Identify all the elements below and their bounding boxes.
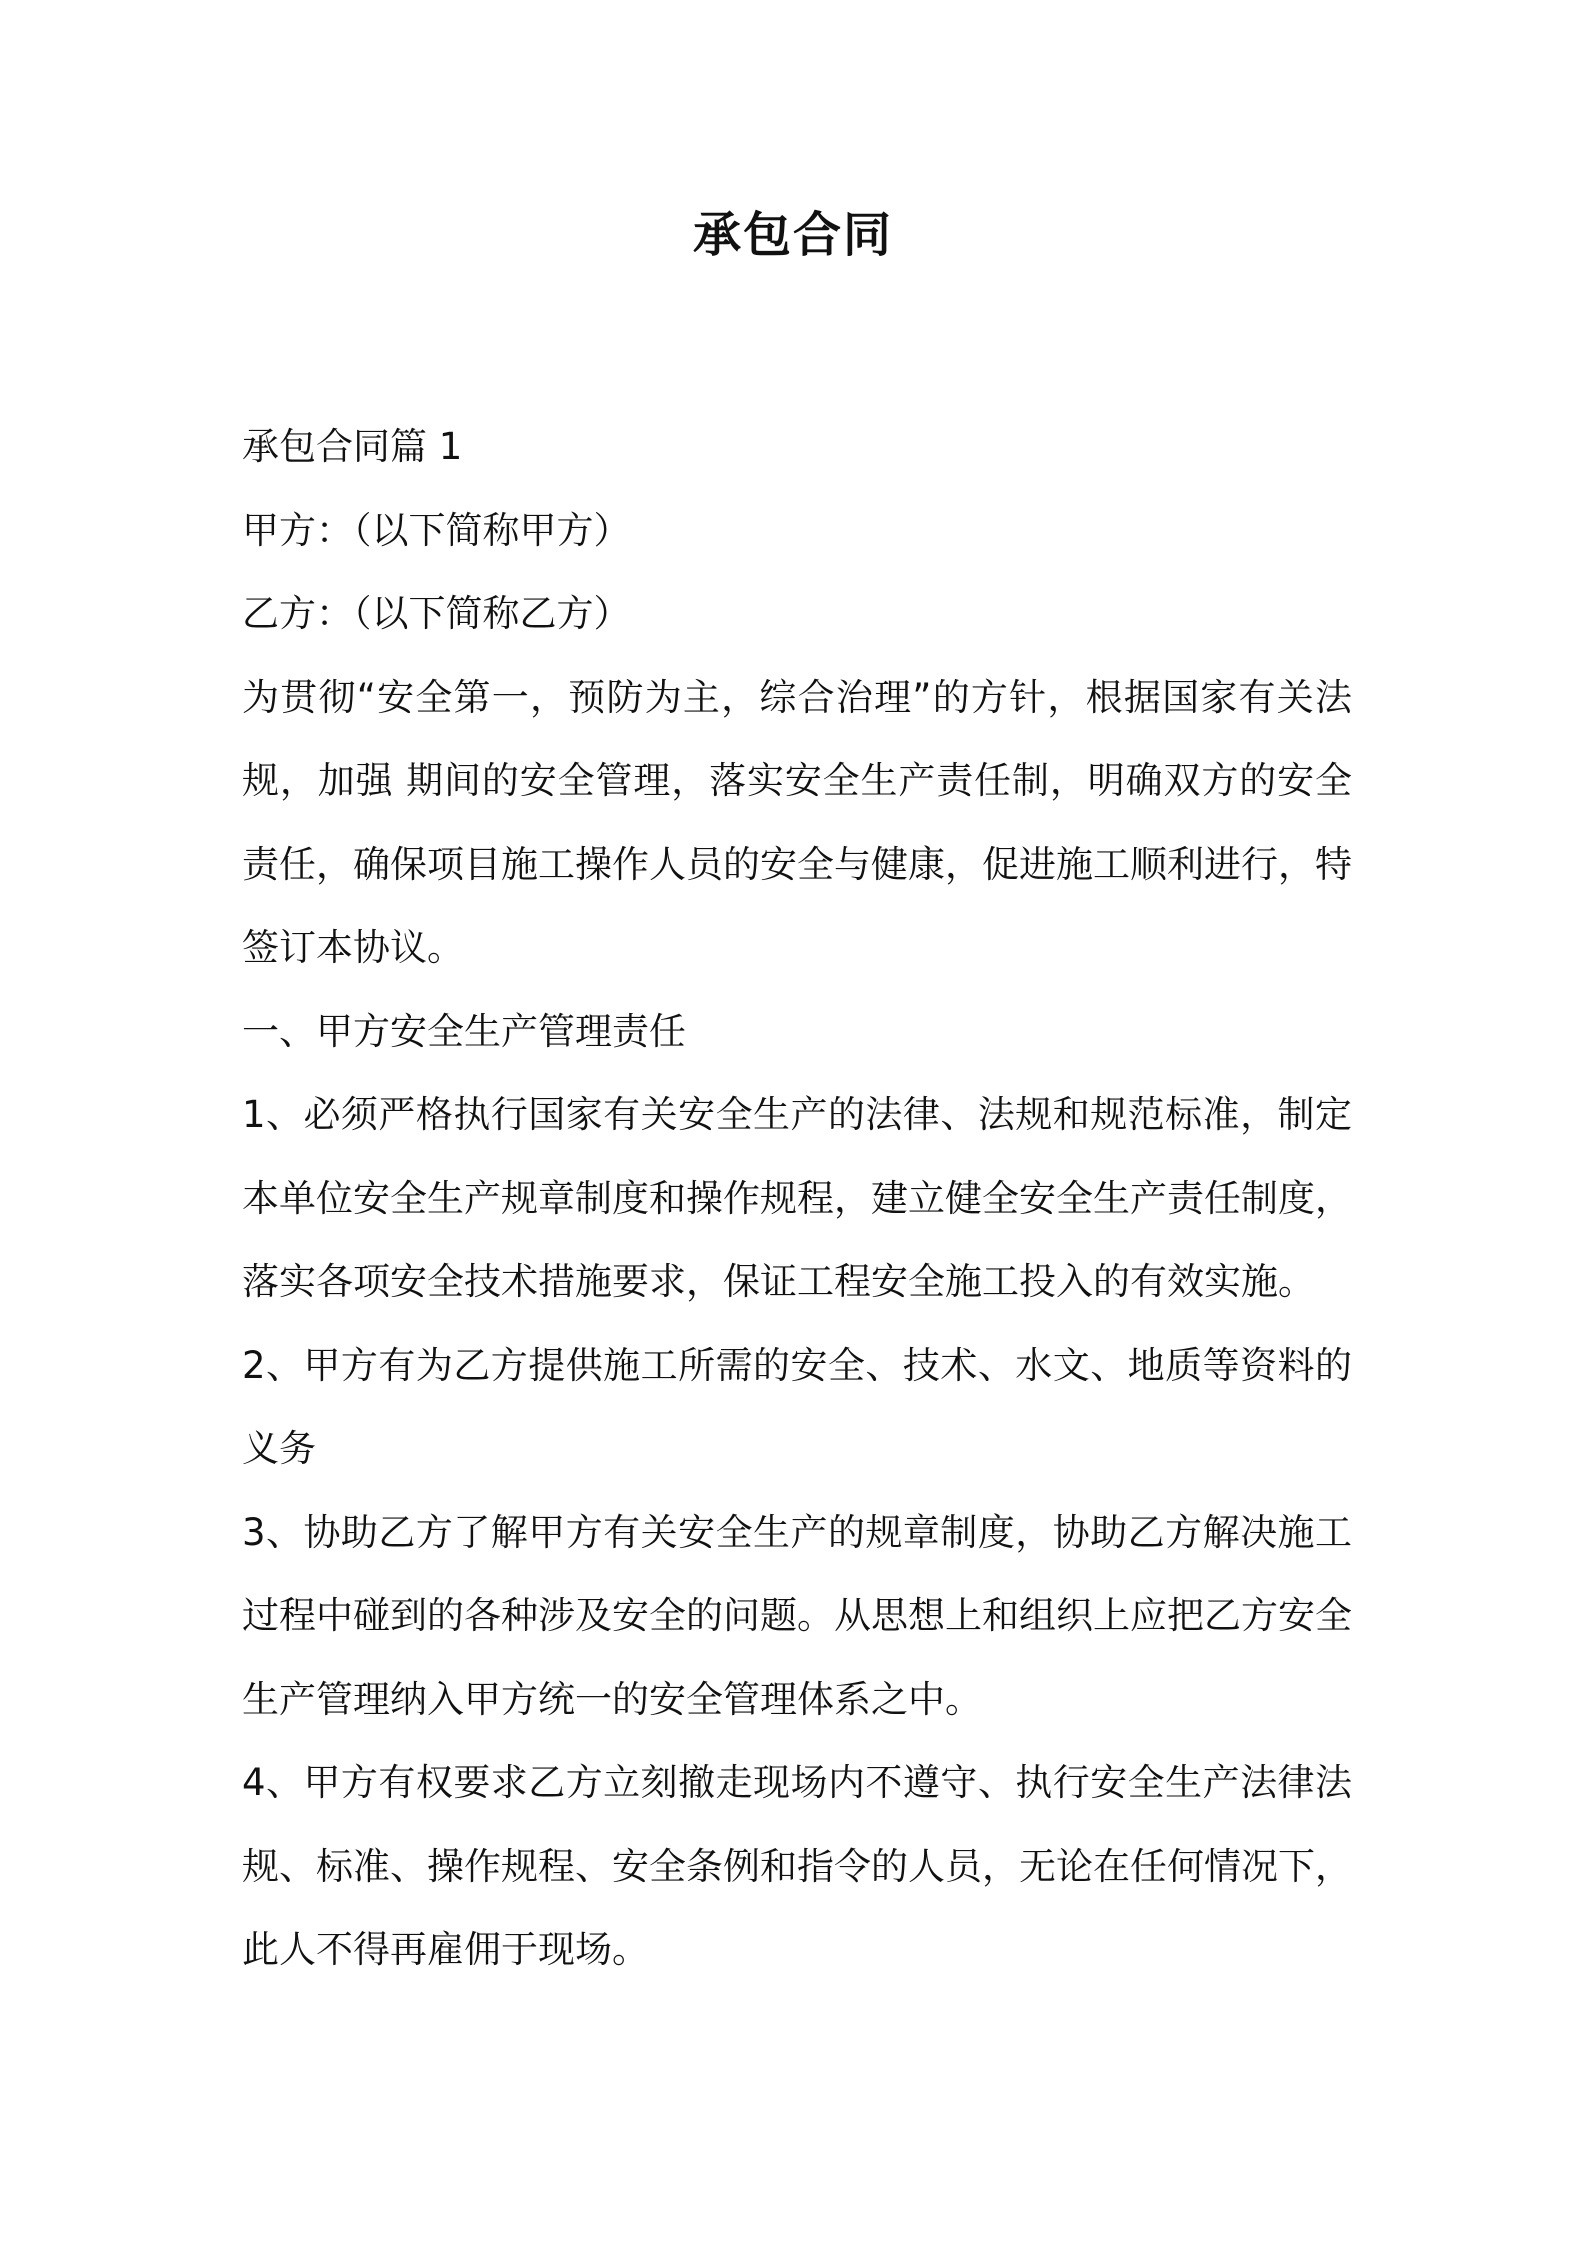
document-body: [242, 405, 1352, 1992]
clause-3: 3、协助乙方了解甲方有关安全生产的规章制度，协助乙方解决施工过程中碰到的各种涉及安全的问题。从思想上和组织上应把乙方安全生产管理纳入甲方统一的安全管理体系之中。: [242, 1510, 1352, 1721]
party-a-line: 甲方：（以下简称甲方）: [242, 508, 631, 552]
preamble-paragraph: 为贯彻“安全第一，预防为主，综合治理”的方针，根据国家有关法规，加强 期间的安全管理，落实安全生产责任制，明确双方的安全责任，确保项目施工操作人员的安全与健康，促进施工顺利进行，特签订本协议。: [242, 675, 1352, 969]
clause-1: 1、必须严格执行国家有关安全生产的法律、法规和规范标准，制定本单位安全生产规章制度和操作规程，建立健全安全生产责任制度，落实各项安全技术措施要求，保证工程安全施工投入的有效实施。: [242, 1093, 1352, 1303]
party-b-line: 乙方：（以下简称乙方）: [242, 592, 631, 635]
section-heading: 承包合同篇 1: [242, 425, 463, 468]
document-title: 承包合同: [692, 207, 893, 263]
clause-2: 2、甲方有为乙方提供施工所需的安全、技术、水文、地质等资料的义务: [242, 1343, 1352, 1470]
clause-4: 4、甲方有权要求乙方立刻撤走现场内不遵守、执行安全生产法律法规、标准、操作规程、安全条例和指令的人员，无论在任何情况下，此人不得再雇佣于现场。: [242, 1761, 1352, 1971]
chapter-heading: 一、甲方安全生产管理责任: [242, 1009, 686, 1053]
